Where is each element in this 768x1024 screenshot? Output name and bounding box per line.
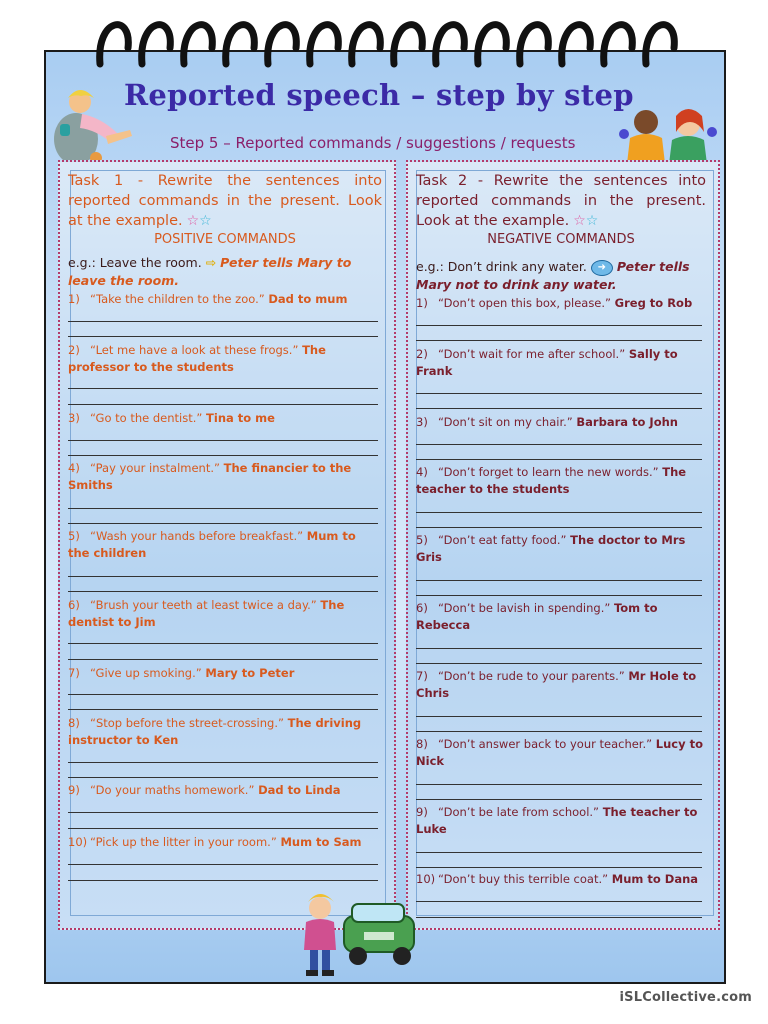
item-number: 8)	[68, 716, 80, 730]
answer-line[interactable]	[416, 917, 702, 918]
item-quote: “Stop before the street-crossing.”	[90, 716, 284, 730]
answer-line[interactable]	[68, 880, 378, 881]
item-number: 9)	[68, 783, 80, 797]
item-number: 4)	[68, 461, 80, 475]
item-number: 10)	[68, 835, 88, 849]
task1-instruction-text: Task 1 - Rewrite the sentences into reported commands in the present. Look at the example.	[68, 173, 382, 229]
task1-item-10	[68, 834, 380, 851]
item-quote: “Give up smoking.”	[90, 666, 202, 680]
item-number: 5)	[68, 529, 80, 543]
item-speakers: The professor to the students	[68, 343, 326, 374]
star-icon: ☆	[199, 213, 212, 229]
answer-line[interactable]	[68, 388, 378, 389]
task1-item-2	[68, 342, 380, 376]
item-quote: “Don’t be late from school.”	[438, 805, 600, 819]
item-number: 3)	[416, 415, 428, 429]
task2-item-4	[416, 464, 706, 498]
task2-instruction-text: Task 2 - Rewrite the sentences into reported commands in the present. Look at the example.	[416, 173, 706, 229]
answer-line[interactable]	[68, 576, 378, 577]
item-quote: “Wash your hands before breakfast.”	[90, 529, 304, 543]
task1-heading: POSITIVE COMMANDS	[154, 232, 296, 247]
task2-example-answer: Peter tells Mary not to drink any water.	[416, 259, 690, 292]
answer-line[interactable]	[68, 864, 378, 865]
task2-item-9	[416, 804, 706, 838]
task2-item-10	[416, 871, 706, 888]
item-quote: “Don’t open this box, please.”	[438, 296, 611, 310]
task2-example-prefix: e.g.: Don’t drink any water.	[416, 259, 587, 274]
task1-item-6	[68, 597, 380, 631]
task1-item-1	[68, 291, 380, 308]
arrow-right-icon: ➜	[591, 260, 613, 276]
task1-item-7	[68, 665, 380, 682]
task1-instruction	[68, 171, 382, 231]
answer-line[interactable]	[68, 440, 378, 441]
item-number: 4)	[416, 465, 428, 479]
answer-line[interactable]	[416, 325, 702, 326]
item-quote: “Don’t eat fatty food.”	[438, 533, 567, 547]
answer-line[interactable]	[416, 340, 702, 341]
task1-item-5	[68, 528, 380, 562]
item-speakers: Mum to Dana	[611, 872, 699, 886]
item-speakers: Mum to Sam	[280, 835, 362, 849]
item-speakers: Lucy to Nick	[416, 737, 703, 768]
answer-line[interactable]	[68, 762, 378, 763]
item-number: 3)	[68, 411, 80, 425]
item-speakers: Mr Hole to Chris	[416, 669, 697, 700]
item-quote: “Pay your instalment.”	[90, 461, 220, 475]
item-number: 1)	[68, 292, 80, 306]
page-title: Reported speech – step by step	[124, 78, 634, 112]
item-quote: “Let me have a look at these frogs.”	[90, 343, 299, 357]
item-speakers: The financier to the Smiths	[68, 461, 352, 492]
task2-item-2	[416, 346, 706, 380]
task1-example	[68, 254, 384, 290]
answer-line[interactable]	[68, 643, 378, 644]
answer-line[interactable]	[68, 709, 378, 710]
answer-line[interactable]	[416, 799, 702, 800]
answer-line[interactable]	[68, 828, 378, 829]
item-quote: “Don’t be lavish in spending.”	[438, 601, 611, 615]
answer-line[interactable]	[416, 408, 702, 409]
answer-line[interactable]	[416, 580, 702, 581]
task1-item-8	[68, 715, 380, 749]
answer-line[interactable]	[416, 648, 702, 649]
item-number: 9)	[416, 805, 428, 819]
item-number: 7)	[68, 666, 80, 680]
answer-line[interactable]	[416, 784, 702, 785]
answer-line[interactable]	[68, 508, 378, 509]
star-icon: ☆	[585, 213, 599, 229]
item-speakers: The teacher to the students	[416, 465, 687, 496]
answer-line[interactable]	[416, 444, 702, 445]
item-quote: “Don’t wait for me after school.”	[438, 347, 626, 361]
answer-line[interactable]	[68, 812, 378, 813]
item-number: 6)	[416, 601, 428, 615]
answer-line[interactable]	[68, 694, 378, 695]
item-number: 2)	[68, 343, 80, 357]
task1-item-3	[68, 410, 380, 427]
page-subtitle: Step 5 – Reported commands / suggestions / requests	[170, 134, 576, 152]
item-speakers: The dentist to Jim	[68, 598, 345, 629]
answer-line[interactable]	[416, 901, 702, 902]
item-speakers: Dad to mum	[268, 292, 348, 306]
answer-line[interactable]	[416, 393, 702, 394]
answer-line[interactable]	[68, 591, 378, 592]
item-speakers: Mum to the children	[68, 529, 356, 560]
answer-line[interactable]	[416, 527, 702, 528]
item-number: 6)	[68, 598, 80, 612]
answer-line[interactable]	[416, 512, 702, 513]
item-speakers: The driving instructor to Ken	[68, 716, 362, 747]
kids-and-car-icon	[294, 890, 422, 982]
answer-line[interactable]	[68, 336, 378, 337]
item-quote: “Do your maths homework.”	[90, 783, 255, 797]
answer-line[interactable]	[416, 595, 702, 596]
item-number: 10)	[416, 872, 436, 886]
item-number: 8)	[416, 737, 428, 751]
task1-example-answer: Peter tells Mary to leave the room.	[68, 255, 352, 288]
answer-line[interactable]	[416, 867, 702, 868]
item-speakers: Dad to Linda	[258, 783, 341, 797]
task2-item-1	[416, 295, 706, 312]
item-quote: “Don’t answer back to your teacher.”	[438, 737, 653, 751]
answer-line[interactable]	[68, 659, 378, 660]
item-quote: “Don’t buy this terrible coat.”	[438, 872, 609, 886]
answer-line[interactable]	[416, 663, 702, 664]
watermark: iSLCollective.com	[619, 990, 752, 1005]
item-number: 2)	[416, 347, 428, 361]
task2-item-3	[416, 414, 706, 431]
item-speakers: Barbara to John	[576, 415, 678, 429]
item-quote: “Take the children to the zoo.”	[90, 292, 265, 306]
answer-line[interactable]	[416, 716, 702, 717]
star-icon: ☆	[186, 213, 200, 229]
task1-example-prefix: e.g.: Leave the room.	[68, 255, 202, 270]
task1-item-4	[68, 460, 380, 494]
task2-heading: NEGATIVE COMMANDS	[487, 232, 635, 247]
task2-example	[416, 258, 710, 294]
task1-item-9	[68, 782, 380, 799]
task2-item-6	[416, 600, 706, 634]
item-number: 1)	[416, 296, 428, 310]
item-quote: “Don’t forget to learn the new words.”	[438, 465, 659, 479]
answer-line[interactable]	[68, 777, 378, 778]
item-quote: “Don’t be rude to your parents.”	[438, 669, 625, 683]
spiral-binding-icon	[92, 8, 702, 70]
task2-item-8	[416, 736, 706, 770]
item-speakers: Tina to me	[206, 411, 275, 425]
item-number: 7)	[416, 669, 428, 683]
item-speakers: Sally to Frank	[416, 347, 678, 378]
arrow-right-icon: ⇨	[205, 255, 217, 270]
item-number: 5)	[416, 533, 428, 547]
item-speakers: Greg to Rob	[614, 296, 693, 310]
answer-line[interactable]	[416, 852, 702, 853]
task2-item-7	[416, 668, 706, 702]
task2-item-5	[416, 532, 706, 566]
task2-instruction	[416, 171, 706, 231]
item-speakers: The doctor to Mrs Gris	[416, 533, 686, 564]
item-quote: “Pick up the litter in your room.”	[90, 835, 277, 849]
item-speakers: Tom to Rebecca	[416, 601, 658, 632]
answer-line[interactable]	[68, 523, 378, 524]
answer-line[interactable]	[68, 404, 378, 405]
item-quote: “Go to the dentist.”	[90, 411, 203, 425]
item-quote: “Don’t sit on my chair.”	[438, 415, 573, 429]
answer-line[interactable]	[68, 455, 378, 456]
star-icon: ☆	[573, 213, 586, 229]
item-quote: “Brush your teeth at least twice a day.”	[90, 598, 317, 612]
answer-line[interactable]	[416, 459, 702, 460]
answer-line[interactable]	[416, 731, 702, 732]
answer-line[interactable]	[68, 321, 378, 322]
item-speakers: Mary to Peter	[205, 666, 295, 680]
item-speakers: The teacher to Luke	[416, 805, 698, 836]
